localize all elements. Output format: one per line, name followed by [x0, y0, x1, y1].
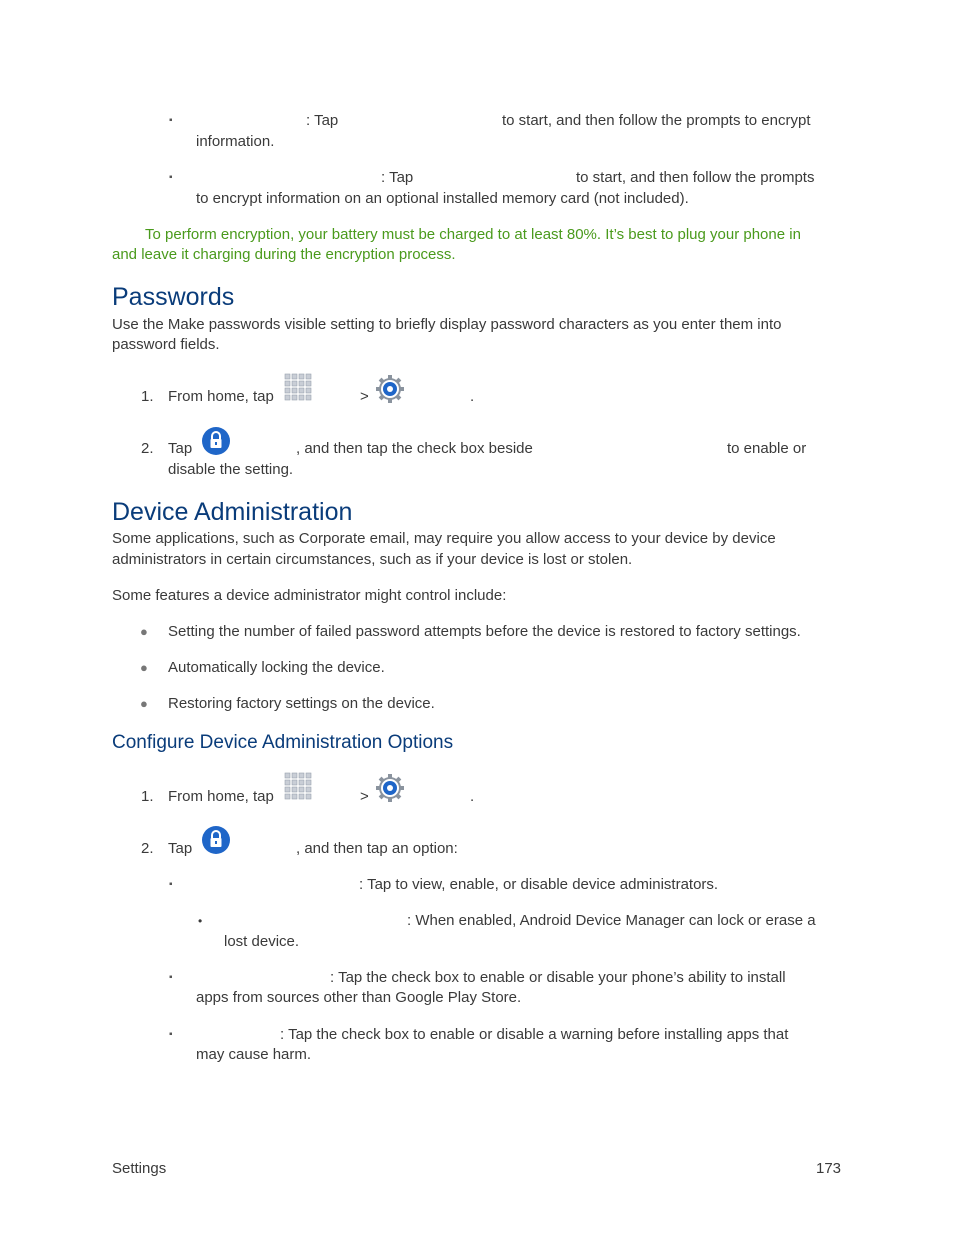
step-text-rest: , and then tap an option: — [296, 840, 458, 857]
configure-heading: Configure Device Administration Options — [112, 732, 454, 753]
apps-grid-icon — [284, 373, 314, 403]
bullet-dot: ● — [140, 660, 148, 675]
step-text: From home, tap — [168, 388, 274, 405]
settings-gear-icon — [375, 374, 405, 404]
apps-grid-icon — [284, 772, 314, 802]
step-text-end: to enable or — [727, 440, 807, 457]
bullet-small: • — [198, 914, 203, 928]
sub-option-line2: lost device. — [224, 933, 300, 950]
bullet-dot: ● — [140, 624, 148, 639]
bullet-square: ▪ — [169, 1029, 173, 1040]
list-item: Restoring factory settings on the device. — [168, 695, 435, 712]
step-text-line2: disable the setting. — [168, 461, 294, 478]
bullet-square: ▪ — [169, 115, 173, 126]
device-admin-heading: Device Administration — [112, 498, 353, 526]
list-item: Automatically locking the device. — [168, 659, 385, 676]
option-verify-apps-line1: : Tap the check box to enable or disable a warning before installing apps that — [280, 1026, 789, 1043]
step-number: 1. — [141, 388, 154, 405]
bullet-square: ▪ — [169, 172, 173, 183]
features-intro: Some features a device administrator might control include: — [112, 587, 507, 604]
step-text-mid: , and then tap the check box beside — [296, 440, 533, 457]
step-separator: > — [360, 388, 369, 405]
encrypt-phone-rest: to start, and then follow the prompts to encrypt — [502, 112, 811, 129]
passwords-intro-line1: Use the Make passwords visible setting to briefly display password characters as you enter them into — [112, 316, 782, 333]
lock-screen-icon — [201, 825, 231, 855]
step-period: . — [470, 388, 475, 405]
page-number: 173 — [816, 1160, 842, 1177]
step-period: . — [470, 788, 475, 805]
footer-section: Settings — [112, 1160, 167, 1177]
note-line1: To perform encryption, your battery must be charged to at least 80%. It’s best to plug your phone in — [145, 226, 801, 243]
device-admin-intro-line1: Some applications, such as Corporate email, may require you allow access to your device by device — [112, 530, 776, 547]
sub-option-line1: : When enabled, Android Device Manager can lock or erase a — [407, 912, 816, 929]
bullet-dot: ● — [140, 696, 148, 711]
bullet-square: ▪ — [169, 972, 173, 983]
device-admin-intro-line2: administrators in certain circumstances, such as if your device is lost or stolen. — [112, 551, 633, 568]
step-number: 2. — [141, 840, 154, 857]
option-unknown-sources-line1: : Tap the check box to enable or disable your phone’s ability to install — [330, 969, 786, 986]
option-verify-apps-line2: may cause harm. — [196, 1046, 312, 1063]
passwords-intro-line2: password fields. — [112, 336, 220, 353]
step-number: 2. — [141, 440, 154, 457]
settings-gear-icon — [375, 773, 405, 803]
step-text: From home, tap — [168, 788, 274, 805]
step-separator: > — [360, 788, 369, 805]
passwords-heading: Passwords — [112, 283, 235, 311]
encrypt-card-line2: to encrypt information on an optional installed memory card (not included). — [196, 190, 689, 207]
lock-screen-icon — [201, 426, 231, 456]
encrypt-card-tap: : Tap — [381, 169, 414, 186]
encrypt-card-rest: to start, and then follow the prompts — [576, 169, 815, 186]
bullet-square: ▪ — [169, 879, 173, 890]
step-number: 1. — [141, 788, 154, 805]
step-text: Tap — [168, 840, 193, 857]
step-text: Tap — [168, 440, 193, 457]
list-item: Setting the number of failed password attempts before the device is restored to factory settings. — [168, 623, 801, 640]
note-line2: and leave it charging during the encryption process. — [112, 246, 456, 263]
option-unknown-sources-line2: apps from sources other than Google Play Store. — [196, 989, 522, 1006]
encrypt-phone-tap: : Tap — [306, 112, 339, 129]
option-device-admins: : Tap to view, enable, or disable device administrators. — [359, 876, 719, 893]
encrypt-phone-line2: information. — [196, 133, 275, 150]
